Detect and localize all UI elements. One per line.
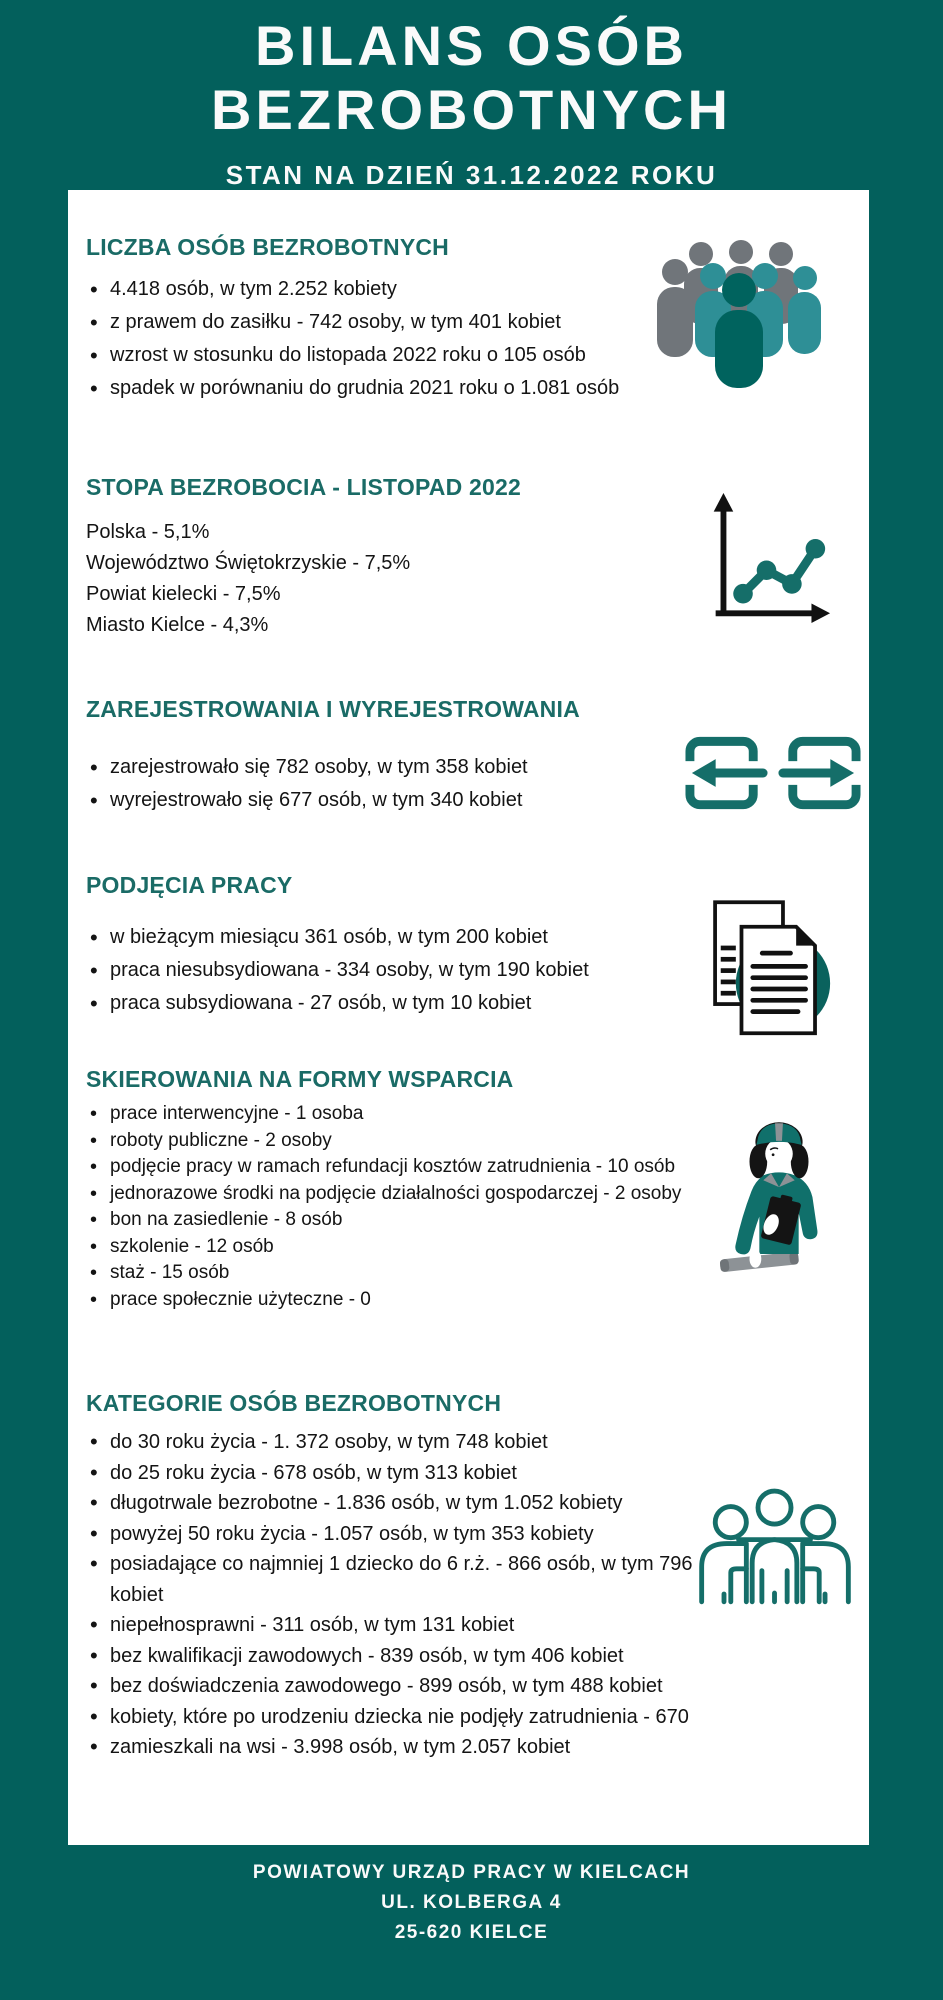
bullet-item: • wzrost w stosunku do listopada 2022 roku o 105 osób (86, 339, 741, 372)
people-group-outline-icon (690, 1483, 860, 1605)
bullet-item: • do 25 roku życia - 678 osób, w tym 313 kobiet (86, 1458, 738, 1489)
bullet-item: • szkolenie - 12 osób (86, 1234, 741, 1261)
bullet-item: • zarejestrowało się 782 osoby, w tym 358 kobiet (86, 751, 741, 784)
bullet-item: • bez doświadczenia zawodowego - 899 osób, w tym 488 kobiet (86, 1671, 738, 1702)
bullet-list (86, 273, 741, 405)
bullet-item: • z prawem do zasiłku - 742 osoby, w tym 401 kobiet (86, 306, 741, 339)
worker-woman-icon (720, 1088, 838, 1303)
stat-line: Województwo Świętokrzyskie - 7,5% (86, 552, 411, 574)
bullet-item: • posiadające co najmniej 1 dziecko do 6 r.ż. - 866 osób, w tym 796 kobiet (86, 1549, 738, 1610)
page-title-line2: BEZROBOTNYCH (211, 78, 732, 141)
bullet-item: • jednorazowe środki na podjęcie działalności gospodarczej - 2 osoby (86, 1181, 741, 1208)
bullet-list (86, 751, 741, 817)
section-kategorie-osob-bezrobotnych (86, 1390, 741, 1763)
footer-street: UL. KOLBERGA 4 (381, 1892, 562, 1913)
section-skierowania-formy-wsparcia (86, 1066, 741, 1313)
bullet-item: • kobiety, które po urodzeniu dziecka nie podjęły zatrudnienia - 670 (86, 1702, 738, 1733)
section-heading: LICZBA OSÓB BEZROBOTNYCH (86, 234, 449, 260)
section-heading: ZAREJESTROWANIA I WYREJESTROWANIA (86, 696, 580, 722)
section-stopa-bezrobocia (86, 474, 741, 641)
bullet-item: • spadek w porównaniu do grudnia 2021 roku o 1.081 osób (86, 372, 741, 405)
bullet-item: • niepełnosprawni - 311 osób, w tym 131 kobiet (86, 1610, 738, 1641)
stat-lines (86, 517, 741, 641)
section-heading: SKIEROWANIA NA FORMY WSPARCIA (86, 1066, 514, 1092)
bullet-list (86, 921, 741, 1020)
documents-icon (700, 890, 832, 1038)
bullet-item: • prace interwencyjne - 1 osoba (86, 1101, 741, 1128)
bullet-item: • praca niesubsydiowana - 334 osoby, w tym 190 kobiet (86, 954, 741, 987)
bullet-item: • roboty publiczne - 2 osoby (86, 1128, 741, 1155)
section-liczba-osob-bezrobotnych (86, 234, 741, 405)
bullet-item: • bon na zasiedlenie - 8 osób (86, 1207, 741, 1234)
bullet-item: • bez kwalifikacji zawodowych - 839 osób, w tym 406 kobiet (86, 1641, 738, 1672)
footer-org-name: POWIATOWY URZĄD PRACY W KIELCACH (252, 1862, 691, 1883)
section-podjecia-pracy (86, 872, 741, 1020)
bullet-list (86, 1101, 741, 1313)
bullet-item: • do 30 roku życia - 1. 372 osoby, w tym 748 kobiet (86, 1427, 738, 1458)
transfer-arrows-icon (684, 734, 862, 814)
section-zarejestrowania-wyrejestrowania (86, 696, 741, 817)
header (0, 0, 943, 191)
footer-city: 25-620 KIELCE (394, 1922, 549, 1943)
bullet-item: • zamieszkali na wsi - 3.998 osób, w tym 2.057 kobiet (86, 1732, 738, 1763)
page-subtitle: STAN NA DZIEŃ 31.12.2022 ROKU (225, 160, 718, 190)
bullet-item: • 4.418 osób, w tym 2.252 kobiety (86, 273, 741, 306)
content-card (68, 190, 869, 1845)
page-title-line1: BILANS OSÓB (255, 14, 688, 77)
bullet-item: • podjęcie pracy w ramach refundacji kosztów zatrudnienia - 10 osób (86, 1154, 741, 1181)
bullet-item: • powyżej 50 roku życia - 1.057 osób, w tym 353 kobiety (86, 1519, 738, 1550)
line-chart-icon (700, 486, 832, 632)
bullet-item: • wyrejestrowało się 677 osób, w tym 340 kobiet (86, 784, 741, 817)
bullet-item: • w bieżącym miesiącu 361 osób, w tym 200 kobiet (86, 921, 741, 954)
bullet-item: • długotrwale bezrobotne - 1.836 osób, w tym 1.052 kobiety (86, 1488, 738, 1519)
stat-line: Miasto Kielce - 4,3% (86, 614, 269, 636)
people-crowd-icon (653, 238, 821, 390)
section-heading: STOPA BEZROBOCIA - LISTOPAD 2022 (86, 474, 521, 500)
page-title (0, 14, 943, 142)
bullet-item: • praca subsydiowana - 27 osób, w tym 10 kobiet (86, 987, 741, 1020)
footer (0, 1858, 943, 1948)
stat-line: Polska - 5,1% (86, 521, 210, 543)
bullet-item: • prace społecznie użyteczne - 0 (86, 1287, 741, 1314)
bullet-item: • staż - 15 osób (86, 1260, 741, 1287)
section-heading: KATEGORIE OSÓB BEZROBOTNYCH (86, 1390, 502, 1416)
bullet-list (86, 1427, 741, 1763)
stat-line: Powiat kielecki - 7,5% (86, 583, 281, 605)
section-heading: PODJĘCIA PRACY (86, 872, 293, 898)
